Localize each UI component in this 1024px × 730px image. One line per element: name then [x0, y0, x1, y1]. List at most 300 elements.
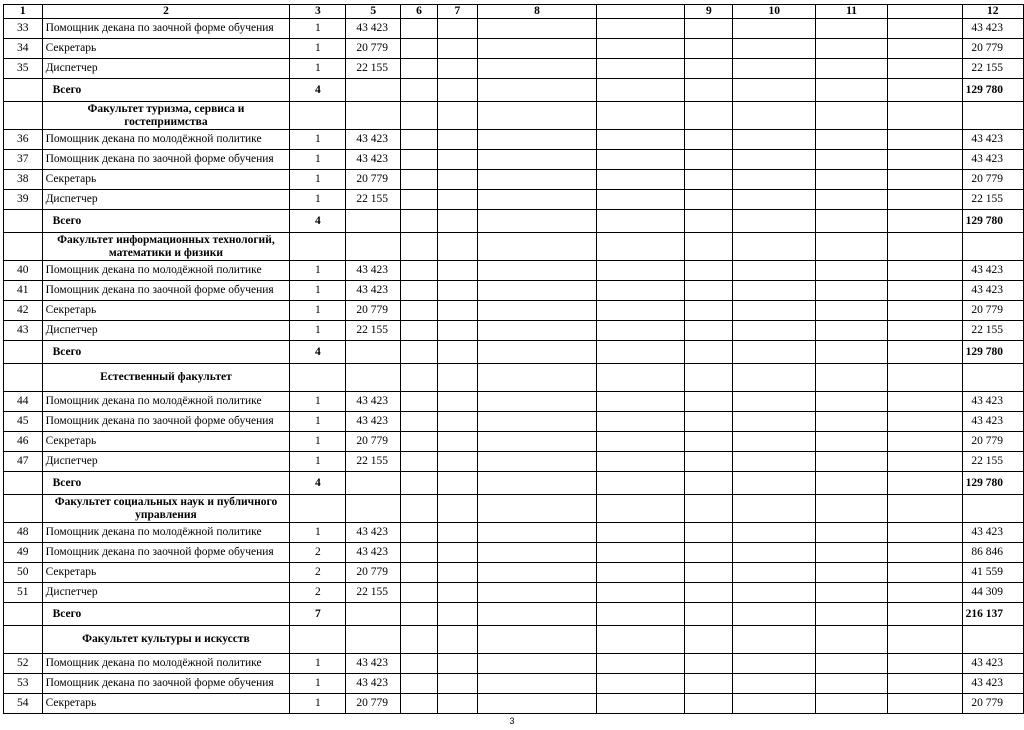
- empty-cell: [887, 626, 962, 654]
- empty-cell: [401, 392, 438, 412]
- row-number: 35: [4, 59, 43, 79]
- empty-cell: [596, 432, 684, 452]
- empty-cell: [596, 150, 684, 170]
- position-name: Помощник декана по молодёжной политике: [42, 523, 290, 543]
- empty-cell: [596, 364, 684, 392]
- empty-cell: [478, 495, 597, 523]
- empty-cell: [887, 233, 962, 261]
- empty-cell: [816, 102, 888, 130]
- empty-cell: [733, 543, 816, 563]
- empty-cell: [685, 233, 733, 261]
- empty-cell: [596, 392, 684, 412]
- total-amount: 43 423: [962, 654, 1023, 674]
- empty-cell: [887, 603, 962, 626]
- position-name: Секретарь: [42, 170, 290, 190]
- empty-cell: [401, 341, 438, 364]
- table-row: [4, 392, 1024, 412]
- empty-cell: [437, 281, 477, 301]
- total-label: Всего: [42, 79, 290, 102]
- total-amount: 20 779: [962, 432, 1023, 452]
- empty-cell: [596, 170, 684, 190]
- empty-cell: [887, 432, 962, 452]
- empty-cell: [437, 392, 477, 412]
- empty-cell: [478, 626, 597, 654]
- column-header: 5: [346, 5, 401, 19]
- empty-cell: [596, 341, 684, 364]
- empty-cell: [816, 59, 888, 79]
- empty-cell: [887, 674, 962, 694]
- empty-cell: [733, 412, 816, 432]
- salary: 22 155: [346, 59, 401, 79]
- empty-cell: [401, 79, 438, 102]
- empty-cell: [437, 79, 477, 102]
- salary: 43 423: [346, 130, 401, 150]
- salary: 22 155: [346, 321, 401, 341]
- row-number: 45: [4, 412, 43, 432]
- position-name: Помощник декана по заочной форме обучения: [42, 150, 290, 170]
- empty-cell: [401, 674, 438, 694]
- empty-cell: [596, 321, 684, 341]
- table-row: [4, 321, 1024, 341]
- empty-cell: [733, 472, 816, 495]
- empty-cell: [478, 59, 597, 79]
- empty-cell: [685, 102, 733, 130]
- empty-cell: [596, 102, 684, 130]
- salary: 43 423: [346, 523, 401, 543]
- empty-cell: [437, 472, 477, 495]
- empty-cell: [4, 79, 43, 102]
- salary: 43 423: [346, 281, 401, 301]
- empty-cell: [401, 432, 438, 452]
- empty-cell: [478, 261, 597, 281]
- empty-cell: [685, 654, 733, 674]
- empty-cell: [816, 452, 888, 472]
- table-row: [4, 301, 1024, 321]
- column-header: 7: [437, 5, 477, 19]
- empty-cell: [887, 412, 962, 432]
- position-name: Помощник декана по молодёжной политике: [42, 130, 290, 150]
- empty-cell: [816, 523, 888, 543]
- empty-cell: [685, 59, 733, 79]
- empty-cell: [685, 452, 733, 472]
- empty-cell: [733, 364, 816, 392]
- empty-cell: [437, 452, 477, 472]
- empty-cell: [733, 59, 816, 79]
- column-header: [596, 5, 684, 19]
- staff-units: 1: [290, 281, 346, 301]
- empty-cell: [816, 79, 888, 102]
- empty-cell: [887, 392, 962, 412]
- section-row: [4, 364, 1024, 392]
- empty-cell: [401, 321, 438, 341]
- empty-cell: [4, 603, 43, 626]
- empty-cell: [437, 59, 477, 79]
- row-number: 43: [4, 321, 43, 341]
- column-header: [887, 5, 962, 19]
- empty-cell: [887, 19, 962, 39]
- empty-cell: [962, 626, 1023, 654]
- empty-cell: [437, 150, 477, 170]
- position-name: Помощник декана по молодёжной политике: [42, 654, 290, 674]
- empty-cell: [596, 281, 684, 301]
- column-header: 6: [401, 5, 438, 19]
- row-number: 53: [4, 674, 43, 694]
- empty-cell: [401, 150, 438, 170]
- empty-cell: [816, 563, 888, 583]
- row-number: 54: [4, 694, 43, 714]
- total-units: 4: [290, 472, 346, 495]
- staff-units: 1: [290, 321, 346, 341]
- total-units: 4: [290, 341, 346, 364]
- empty-cell: [685, 150, 733, 170]
- row-number: 44: [4, 392, 43, 412]
- empty-cell: [685, 674, 733, 694]
- total-amount: 43 423: [962, 150, 1023, 170]
- empty-cell: [346, 233, 401, 261]
- total-amount: 43 423: [962, 674, 1023, 694]
- staff-units: 2: [290, 543, 346, 563]
- salary: 22 155: [346, 452, 401, 472]
- empty-cell: [733, 130, 816, 150]
- empty-cell: [478, 432, 597, 452]
- table-row: [4, 654, 1024, 674]
- empty-cell: [733, 341, 816, 364]
- empty-cell: [478, 543, 597, 563]
- total-row: [4, 472, 1024, 495]
- salary: 20 779: [346, 563, 401, 583]
- empty-cell: [685, 495, 733, 523]
- empty-cell: [685, 543, 733, 563]
- column-header: 8: [478, 5, 597, 19]
- empty-cell: [816, 364, 888, 392]
- empty-cell: [733, 19, 816, 39]
- position-name: Секретарь: [42, 39, 290, 59]
- column-header: 11: [816, 5, 888, 19]
- empty-cell: [437, 19, 477, 39]
- position-name: Секретарь: [42, 301, 290, 321]
- row-number: 51: [4, 583, 43, 603]
- empty-cell: [401, 364, 438, 392]
- empty-cell: [401, 210, 438, 233]
- staff-units: 2: [290, 583, 346, 603]
- empty-cell: [816, 495, 888, 523]
- empty-cell: [437, 603, 477, 626]
- empty-cell: [733, 452, 816, 472]
- empty-cell: [290, 102, 346, 130]
- empty-cell: [401, 543, 438, 563]
- empty-cell: [816, 39, 888, 59]
- empty-cell: [816, 19, 888, 39]
- empty-cell: [596, 59, 684, 79]
- empty-cell: [685, 392, 733, 412]
- empty-cell: [401, 170, 438, 190]
- empty-cell: [478, 694, 597, 714]
- empty-cell: [816, 472, 888, 495]
- staff-units: 1: [290, 674, 346, 694]
- empty-cell: [816, 583, 888, 603]
- empty-cell: [733, 583, 816, 603]
- empty-cell: [596, 563, 684, 583]
- position-name: Помощник декана по заочной форме обучения: [42, 281, 290, 301]
- empty-cell: [887, 364, 962, 392]
- empty-cell: [478, 452, 597, 472]
- total-label: Всего: [42, 472, 290, 495]
- empty-cell: [596, 583, 684, 603]
- empty-cell: [733, 150, 816, 170]
- total-units: 7: [290, 603, 346, 626]
- empty-cell: [733, 281, 816, 301]
- empty-cell: [437, 130, 477, 150]
- empty-cell: [596, 452, 684, 472]
- empty-cell: [816, 432, 888, 452]
- empty-cell: [733, 190, 816, 210]
- row-number: 41: [4, 281, 43, 301]
- empty-cell: [733, 654, 816, 674]
- staff-units: 1: [290, 170, 346, 190]
- empty-cell: [401, 654, 438, 674]
- position-name: Помощник декана по молодёжной политике: [42, 392, 290, 412]
- table-row: [4, 563, 1024, 583]
- empty-cell: [733, 39, 816, 59]
- empty-cell: [685, 190, 733, 210]
- row-number: 42: [4, 301, 43, 321]
- empty-cell: [887, 102, 962, 130]
- empty-cell: [401, 603, 438, 626]
- salary: 43 423: [346, 412, 401, 432]
- empty-cell: [887, 170, 962, 190]
- empty-cell: [685, 19, 733, 39]
- empty-cell: [685, 364, 733, 392]
- table-row: [4, 130, 1024, 150]
- empty-cell: [887, 210, 962, 233]
- total-amount: 20 779: [962, 301, 1023, 321]
- empty-cell: [816, 392, 888, 412]
- empty-cell: [887, 495, 962, 523]
- position-name: Диспетчер: [42, 583, 290, 603]
- salary: 43 423: [346, 150, 401, 170]
- salary: 43 423: [346, 654, 401, 674]
- empty-cell: [401, 261, 438, 281]
- empty-cell: [685, 626, 733, 654]
- position-name: Помощник декана по заочной форме обучения: [42, 412, 290, 432]
- empty-cell: [401, 472, 438, 495]
- staff-units: 1: [290, 452, 346, 472]
- empty-cell: [401, 19, 438, 39]
- empty-cell: [816, 674, 888, 694]
- empty-cell: [887, 301, 962, 321]
- empty-cell: [4, 233, 43, 261]
- empty-cell: [596, 190, 684, 210]
- empty-cell: [816, 626, 888, 654]
- empty-cell: [596, 233, 684, 261]
- empty-cell: [596, 261, 684, 281]
- table-row: [4, 694, 1024, 714]
- empty-cell: [346, 626, 401, 654]
- empty-cell: [733, 523, 816, 543]
- total-amount: 43 423: [962, 281, 1023, 301]
- empty-cell: [962, 233, 1023, 261]
- total-sum: 129 780: [962, 472, 1023, 495]
- position-name: Секретарь: [42, 563, 290, 583]
- empty-cell: [478, 472, 597, 495]
- empty-cell: [401, 190, 438, 210]
- empty-cell: [596, 694, 684, 714]
- salary: 20 779: [346, 301, 401, 321]
- faculty-title: Естественный факультет: [42, 364, 290, 392]
- total-amount: 22 155: [962, 59, 1023, 79]
- salary: 43 423: [346, 19, 401, 39]
- empty-cell: [401, 452, 438, 472]
- empty-cell: [346, 364, 401, 392]
- empty-cell: [816, 281, 888, 301]
- total-amount: 43 423: [962, 261, 1023, 281]
- table-row: [4, 261, 1024, 281]
- empty-cell: [887, 190, 962, 210]
- row-number: 48: [4, 523, 43, 543]
- empty-cell: [478, 364, 597, 392]
- column-header: 12: [962, 5, 1023, 19]
- staff-units: 1: [290, 694, 346, 714]
- empty-cell: [478, 583, 597, 603]
- empty-cell: [596, 543, 684, 563]
- empty-cell: [401, 626, 438, 654]
- empty-cell: [596, 39, 684, 59]
- table-row: [4, 190, 1024, 210]
- row-number: 46: [4, 432, 43, 452]
- empty-cell: [685, 563, 733, 583]
- empty-cell: [733, 261, 816, 281]
- empty-cell: [887, 452, 962, 472]
- column-header: 10: [733, 5, 816, 19]
- position-name: Помощник декана по заочной форме обучения: [42, 674, 290, 694]
- total-label: Всего: [42, 341, 290, 364]
- empty-cell: [685, 301, 733, 321]
- empty-cell: [816, 233, 888, 261]
- empty-cell: [478, 170, 597, 190]
- position-name: Помощник декана по молодёжной политике: [42, 261, 290, 281]
- empty-cell: [478, 654, 597, 674]
- column-header: 3: [290, 5, 346, 19]
- staff-units: 1: [290, 654, 346, 674]
- empty-cell: [596, 626, 684, 654]
- table-row: [4, 452, 1024, 472]
- empty-cell: [478, 233, 597, 261]
- total-amount: 20 779: [962, 694, 1023, 714]
- empty-cell: [401, 102, 438, 130]
- empty-cell: [401, 412, 438, 432]
- empty-cell: [685, 281, 733, 301]
- staff-units: 1: [290, 19, 346, 39]
- empty-cell: [401, 59, 438, 79]
- empty-cell: [816, 412, 888, 432]
- empty-cell: [733, 210, 816, 233]
- column-header-row: [4, 5, 1024, 19]
- empty-cell: [596, 412, 684, 432]
- empty-cell: [437, 190, 477, 210]
- empty-cell: [4, 364, 43, 392]
- empty-cell: [816, 210, 888, 233]
- empty-cell: [437, 233, 477, 261]
- table-row: [4, 674, 1024, 694]
- table-row: [4, 39, 1024, 59]
- empty-cell: [596, 472, 684, 495]
- empty-cell: [478, 281, 597, 301]
- empty-cell: [596, 210, 684, 233]
- empty-cell: [887, 39, 962, 59]
- empty-cell: [437, 301, 477, 321]
- table-row: [4, 432, 1024, 452]
- row-number: 37: [4, 150, 43, 170]
- column-header: 1: [4, 5, 43, 19]
- total-amount: 22 155: [962, 452, 1023, 472]
- faculty-title: Факультет культуры и искусств: [42, 626, 290, 654]
- empty-cell: [478, 392, 597, 412]
- empty-cell: [596, 603, 684, 626]
- section-row: [4, 495, 1024, 523]
- total-sum: 129 780: [962, 341, 1023, 364]
- row-number: 36: [4, 130, 43, 150]
- total-row: [4, 603, 1024, 626]
- empty-cell: [478, 79, 597, 102]
- empty-cell: [733, 233, 816, 261]
- row-number: 38: [4, 170, 43, 190]
- empty-cell: [290, 364, 346, 392]
- empty-cell: [685, 170, 733, 190]
- empty-cell: [401, 523, 438, 543]
- empty-cell: [478, 130, 597, 150]
- staff-units: 1: [290, 523, 346, 543]
- faculty-title: Факультет информационных технологий, математики и физики: [42, 233, 290, 261]
- empty-cell: [887, 523, 962, 543]
- empty-cell: [733, 626, 816, 654]
- salary: 20 779: [346, 170, 401, 190]
- empty-cell: [887, 261, 962, 281]
- total-row: [4, 79, 1024, 102]
- empty-cell: [346, 603, 401, 626]
- section-row: [4, 102, 1024, 130]
- empty-cell: [346, 79, 401, 102]
- empty-cell: [437, 523, 477, 543]
- empty-cell: [437, 694, 477, 714]
- empty-cell: [4, 472, 43, 495]
- staff-units: 1: [290, 130, 346, 150]
- empty-cell: [887, 543, 962, 563]
- table-row: [4, 543, 1024, 563]
- column-header: 9: [685, 5, 733, 19]
- empty-cell: [437, 321, 477, 341]
- empty-cell: [4, 341, 43, 364]
- empty-cell: [685, 39, 733, 59]
- total-amount: 20 779: [962, 170, 1023, 190]
- empty-cell: [401, 39, 438, 59]
- empty-cell: [887, 654, 962, 674]
- faculty-title: Факультет туризма, сервиса и гостеприимства: [42, 102, 290, 130]
- empty-cell: [478, 190, 597, 210]
- empty-cell: [685, 341, 733, 364]
- empty-cell: [816, 603, 888, 626]
- empty-cell: [887, 150, 962, 170]
- staff-units: 1: [290, 261, 346, 281]
- empty-cell: [816, 190, 888, 210]
- empty-cell: [401, 281, 438, 301]
- salary: 20 779: [346, 39, 401, 59]
- empty-cell: [816, 150, 888, 170]
- empty-cell: [685, 412, 733, 432]
- empty-cell: [887, 79, 962, 102]
- empty-cell: [816, 301, 888, 321]
- staff-units: 2: [290, 563, 346, 583]
- empty-cell: [887, 694, 962, 714]
